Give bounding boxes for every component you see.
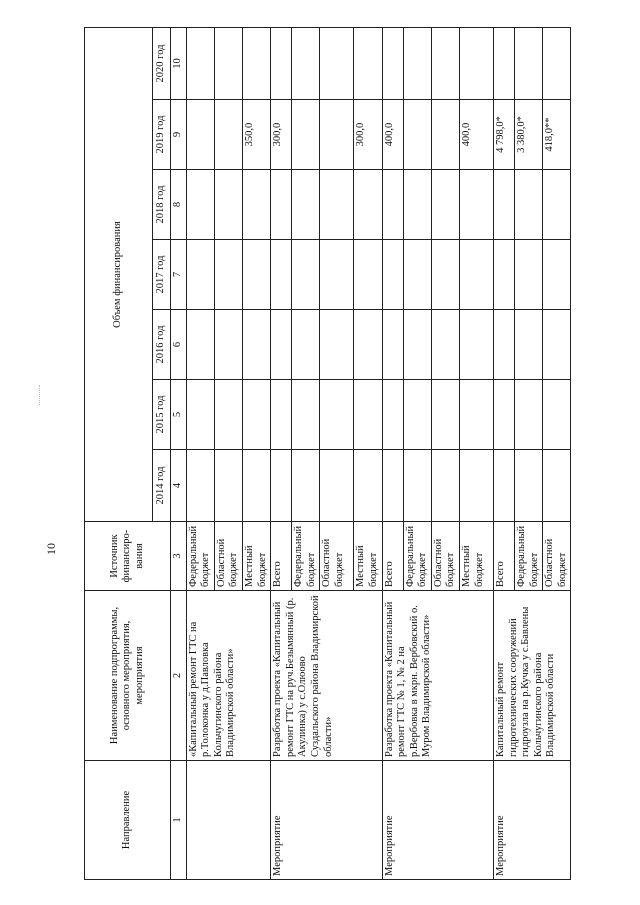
header-year: 2017 год xyxy=(153,240,171,310)
amount-cell xyxy=(292,27,320,99)
column-number: 2 xyxy=(171,591,187,761)
header-year: 2018 год xyxy=(153,170,171,240)
amount-cell xyxy=(292,240,320,310)
header-year: 2015 год xyxy=(153,380,171,450)
amount-cell xyxy=(431,240,459,310)
amount-cell xyxy=(242,27,270,99)
amount-cell xyxy=(403,240,431,310)
amount-cell xyxy=(403,170,431,240)
amount-cell: 400,0 xyxy=(382,100,403,170)
amount-cell xyxy=(214,380,242,450)
amount-cell xyxy=(543,380,571,450)
amount-cell xyxy=(493,450,514,522)
amount-cell xyxy=(186,27,214,99)
amount-cell xyxy=(493,27,514,99)
amount-cell xyxy=(493,380,514,450)
amount-cell xyxy=(214,310,242,380)
amount-cell xyxy=(493,310,514,380)
column-number: 8 xyxy=(171,170,187,240)
scan-artifact xyxy=(39,385,41,405)
amount-cell xyxy=(214,240,242,310)
funding-source-cell: Всего xyxy=(271,522,292,591)
header-year: 2019 год xyxy=(153,100,171,170)
amount-cell xyxy=(271,310,292,380)
amount-cell xyxy=(354,240,382,310)
funding-source-cell: Областной бюджет xyxy=(431,522,459,591)
amount-cell xyxy=(431,27,459,99)
funding-source-cell: Всего xyxy=(382,522,403,591)
amount-cell xyxy=(514,310,542,380)
amount-cell xyxy=(431,100,459,170)
amount-cell xyxy=(543,170,571,240)
amount-cell xyxy=(292,170,320,240)
measure-name-cell: Разработка проекта «Капитальный ремонт ГТС на руч.Безымянный (р. Акулинка) у с.Олюово Суздальского района Владимирской области» xyxy=(271,591,382,761)
amount-cell: 300,0 xyxy=(271,100,292,170)
amount-cell xyxy=(242,380,270,450)
amount-cell xyxy=(271,170,292,240)
amount-cell xyxy=(403,380,431,450)
amount-cell xyxy=(431,170,459,240)
amount-cell xyxy=(459,27,493,99)
amount-cell xyxy=(354,170,382,240)
amount-cell: 3 380,0* xyxy=(514,100,542,170)
column-number: 6 xyxy=(171,310,187,380)
amount-cell xyxy=(403,310,431,380)
amount-cell xyxy=(382,380,403,450)
column-number: 3 xyxy=(171,522,187,591)
page-number: 10 xyxy=(44,543,58,555)
amount-cell xyxy=(431,380,459,450)
table-body xyxy=(171,27,571,879)
amount-cell xyxy=(382,27,403,99)
amount-cell xyxy=(514,240,542,310)
amount-cell xyxy=(186,240,214,310)
funding-source-cell: Федеральный бюджет xyxy=(292,522,320,591)
amount-cell xyxy=(431,450,459,522)
column-number: 7 xyxy=(171,240,187,310)
column-number: 10 xyxy=(171,27,187,99)
header-direction: Направление xyxy=(85,761,171,880)
amount-cell xyxy=(320,170,354,240)
amount-cell xyxy=(382,310,403,380)
amount-cell: 4 798,0* xyxy=(493,100,514,170)
header-year: 2020 год xyxy=(153,27,171,99)
funding-source-cell: Областной бюджет xyxy=(214,522,242,591)
column-number: 1 xyxy=(171,761,187,880)
measure-name-cell: Капитальный ремонт гидротехнических сооружений гидроузла на р.Кучка у с.Бавлены Кольчугинского района Владимирской области xyxy=(493,591,570,761)
amount-cell xyxy=(382,450,403,522)
amount-cell xyxy=(459,310,493,380)
amount-cell xyxy=(292,100,320,170)
amount-cell xyxy=(382,170,403,240)
amount-cell xyxy=(271,240,292,310)
column-number: 4 xyxy=(171,450,187,522)
amount-cell xyxy=(242,450,270,522)
amount-cell xyxy=(514,380,542,450)
amount-cell xyxy=(271,380,292,450)
column-number: 5 xyxy=(171,380,187,450)
amount-cell xyxy=(242,170,270,240)
header-volume: Объем финансирования xyxy=(85,27,153,521)
header-year: 2014 год xyxy=(153,450,171,522)
table-row xyxy=(382,27,403,879)
amount-cell xyxy=(242,240,270,310)
amount-cell xyxy=(320,380,354,450)
amount-cell xyxy=(493,170,514,240)
amount-cell: 350,0 xyxy=(242,100,270,170)
amount-cell xyxy=(292,310,320,380)
amount-cell xyxy=(186,310,214,380)
direction-cell: Мероприятие xyxy=(493,761,570,880)
financing-table xyxy=(84,27,571,880)
column-number: 9 xyxy=(171,100,187,170)
amount-cell xyxy=(320,310,354,380)
funding-source-cell: Местный бюджет xyxy=(242,522,270,591)
amount-cell xyxy=(403,450,431,522)
amount-cell xyxy=(242,310,270,380)
amount-cell xyxy=(403,100,431,170)
measure-name-cell: «Капитальный ремонт ГТС на р.Толоконка у д.Павловка Кольчугинского района Владимирской области» xyxy=(186,591,271,761)
measure-name-cell: Разработка проекта «Капитальный ремонт ГТС № 1, № 2 на р.Вербовка в мкрн. Вербовский о. Муром Владимирской области» xyxy=(382,591,493,761)
amount-cell xyxy=(403,27,431,99)
amount-cell xyxy=(214,450,242,522)
amount-cell xyxy=(514,27,542,99)
header-year: 2016 год xyxy=(153,310,171,380)
amount-cell xyxy=(354,310,382,380)
table-row xyxy=(493,27,514,879)
amount-cell xyxy=(543,27,571,99)
header-source: Источник финансиро-вания xyxy=(85,522,171,591)
funding-source-cell: Всего xyxy=(493,522,514,591)
amount-cell xyxy=(186,170,214,240)
amount-cell xyxy=(431,310,459,380)
funding-source-cell: Областной бюджет xyxy=(543,522,571,591)
amount-cell xyxy=(186,380,214,450)
amount-cell xyxy=(493,240,514,310)
amount-cell xyxy=(320,27,354,99)
amount-cell xyxy=(354,27,382,99)
amount-cell xyxy=(543,310,571,380)
amount-cell xyxy=(292,450,320,522)
funding-source-cell: Местный бюджет xyxy=(459,522,493,591)
amount-cell: 300,0 xyxy=(354,100,382,170)
amount-cell xyxy=(320,240,354,310)
header-name: Наименование подпрограммы, основного мероприятия, мероприятия xyxy=(85,591,171,761)
direction-cell: Мероприятие xyxy=(271,761,382,880)
amount-cell xyxy=(514,450,542,522)
amount-cell xyxy=(320,450,354,522)
direction-cell xyxy=(186,761,271,880)
amount-cell xyxy=(354,450,382,522)
funding-source-cell: Местный бюджет xyxy=(354,522,382,591)
amount-cell: 400,0 xyxy=(459,100,493,170)
rotated-page xyxy=(84,28,640,880)
amount-cell xyxy=(292,380,320,450)
amount-cell xyxy=(382,240,403,310)
amount-cell xyxy=(186,100,214,170)
amount-cell xyxy=(320,100,354,170)
amount-cell xyxy=(459,170,493,240)
funding-source-cell: Федеральный бюджет xyxy=(514,522,542,591)
direction-cell: Мероприятие xyxy=(382,761,493,880)
amount-cell xyxy=(459,380,493,450)
amount-cell xyxy=(214,100,242,170)
amount-cell xyxy=(271,27,292,99)
amount-cell xyxy=(354,380,382,450)
amount-cell xyxy=(214,27,242,99)
amount-cell xyxy=(543,240,571,310)
amount-cell: 418,0** xyxy=(543,100,571,170)
funding-source-cell: Федеральный бюджет xyxy=(186,522,214,591)
amount-cell xyxy=(214,170,242,240)
funding-source-cell: Областной бюджет xyxy=(320,522,354,591)
amount-cell xyxy=(459,450,493,522)
amount-cell xyxy=(271,450,292,522)
amount-cell xyxy=(186,450,214,522)
amount-cell xyxy=(514,170,542,240)
amount-cell xyxy=(459,240,493,310)
funding-source-cell: Федеральный бюджет xyxy=(403,522,431,591)
table-row xyxy=(271,27,292,879)
amount-cell xyxy=(543,450,571,522)
table-row xyxy=(186,27,214,879)
